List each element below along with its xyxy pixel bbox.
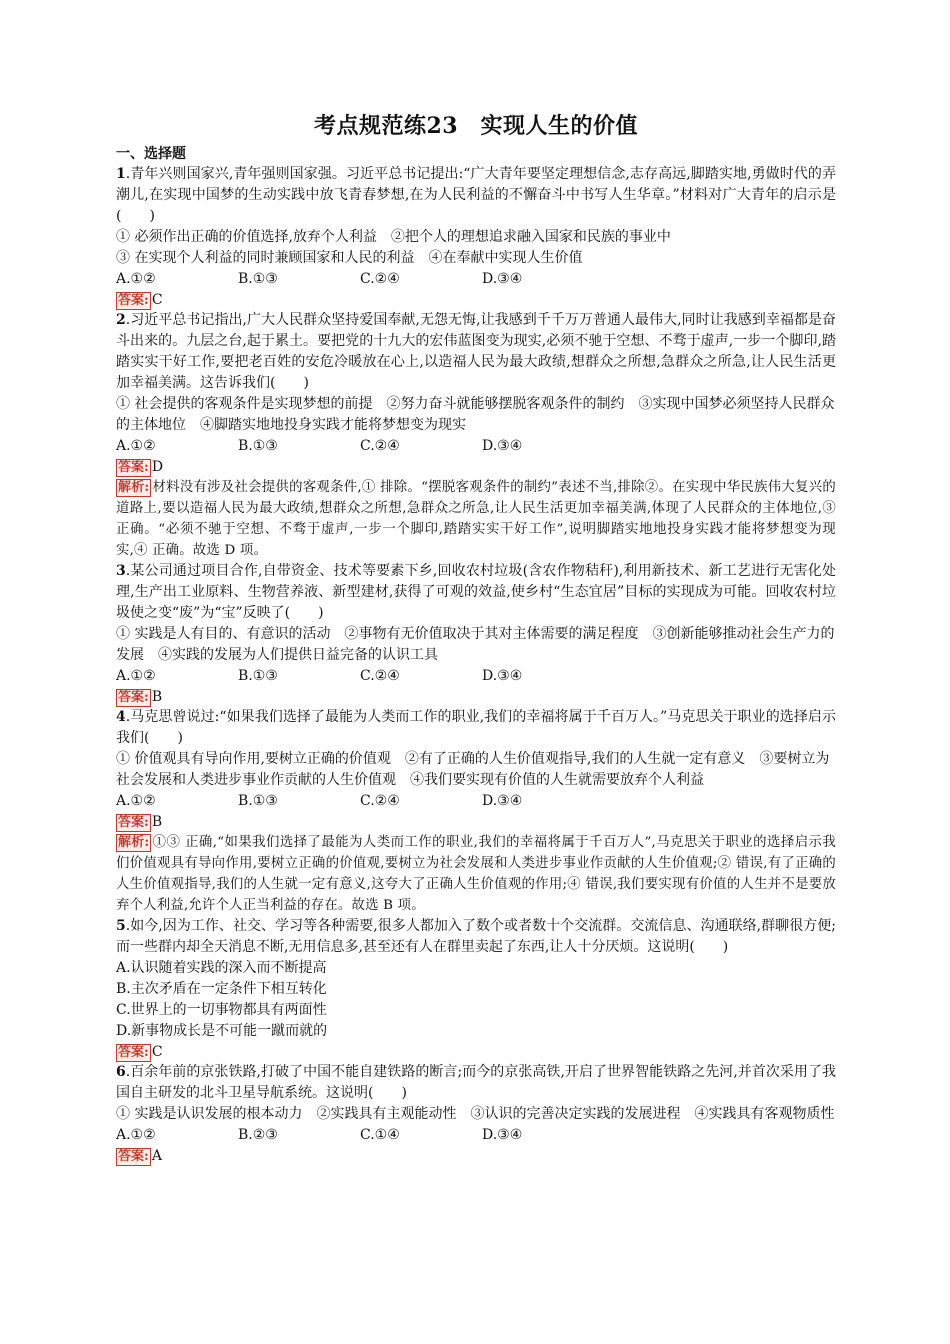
options-row — [116, 666, 836, 687]
answer-value: A — [151, 1148, 162, 1164]
answer-line — [116, 1042, 836, 1062]
question-stem — [116, 916, 836, 958]
statement-line: D.新事物成长是不可能一蹴而就的 — [116, 1023, 328, 1039]
analysis-tag: 解析: — [118, 480, 150, 495]
statement-line: B.主次矛盾在一定条件下相互转化 — [116, 981, 327, 997]
question-stem — [116, 707, 836, 749]
answer-line — [116, 1146, 836, 1166]
analysis-text: ①③ 正确,“如果我们选择了最能为人类而工作的职业,我们的幸福将属于千百万人”,马克思关于职业的选择启示我们价值观具有导向作用,要树立正确的价值观,要树立为社会发展和人类进步事业作贡献的人生价值观;② 错误,有了正确的人生价值观指导,我们的人生就一定有意义,这夸大了正确人生价值观的作用;④ 错误,我们要实现有价值的人生并不是要放弃个人利益,允许个人正当利益的存在。故选 B 项。 — [116, 835, 836, 913]
options-row — [116, 269, 836, 290]
option: B.①③ — [238, 668, 278, 684]
option: C.②④ — [360, 793, 400, 809]
answer-line — [116, 457, 836, 477]
option: C.②④ — [360, 271, 400, 287]
option: B.①③ — [238, 271, 278, 287]
option: D.③④ — [482, 668, 523, 684]
answer-tag: 答案: — [118, 293, 149, 308]
statement-line: ① 价值观具有导向作用,要树立正确的价值观 ②有了正确的人生价值观指导,我们的人生就一定有意义 ③要树立为社会发展和人类进步事业作贡献的人生价值观 ④我们要实现有价值的人生就需要放弃个人利益 — [116, 751, 830, 788]
question-text: .如今,因为工作、社交、学习等各种需要,很多人都加入了数个或者数十个交流群。交流信息、沟通联络,群聊很方便;而一些群内却全天消息不断,无用信息多,甚至还有人在群里卖起了东西,让人十分厌烦。这说明( ) — [116, 918, 836, 955]
answer-value: D — [151, 459, 164, 475]
statement-line: ① 必须作出正确的价值选择,放弃个人利益 ②把个人的理想追求融入国家和民族的事业中 — [116, 229, 671, 245]
page — [116, 112, 836, 1166]
question-stem — [116, 164, 836, 227]
answer-line — [116, 812, 836, 832]
analysis-paragraph — [116, 832, 836, 916]
answer-tag: 答案: — [118, 1045, 149, 1060]
option: D.③④ — [482, 1127, 523, 1143]
answer-tag: 答案: — [118, 690, 149, 705]
option: B.②③ — [238, 1127, 278, 1143]
options-row — [116, 791, 836, 812]
question-block — [116, 916, 836, 1062]
option: A.①② — [116, 668, 156, 684]
question-stem — [116, 561, 836, 624]
analysis-paragraph — [116, 477, 836, 561]
question-block — [116, 310, 836, 561]
page-title: 考点规范练23 实现人生的价值 — [313, 113, 639, 139]
question-text: .马克思曾说过:“如果我们选择了最能为人类而工作的职业,我们的幸福将属于千百万人。”马克思关于职业的选择启示我们( ) — [116, 709, 836, 746]
question-block — [116, 1062, 836, 1166]
answer-value: C — [151, 1044, 163, 1060]
statement-line: A.认识随着实践的深入而不断提高 — [116, 960, 327, 976]
options-row — [116, 436, 836, 457]
option: D.③④ — [482, 438, 523, 454]
question-number: 1 — [116, 166, 126, 182]
option: B.①③ — [238, 793, 278, 809]
question-number: 3 — [116, 563, 126, 579]
option: D.③④ — [482, 793, 523, 809]
option: A.①② — [116, 438, 156, 454]
statement-line: ③ 在实现个人利益的同时兼顾国家和人民的利益 ④在奉献中实现人生价值 — [116, 250, 583, 266]
option: C.②④ — [360, 668, 400, 684]
question-block — [116, 561, 836, 707]
statement-line: C.世界上的一切事物都具有两面性 — [116, 1002, 327, 1018]
option: A.①② — [116, 271, 156, 287]
answer-line — [116, 290, 836, 310]
option: B.①③ — [238, 438, 278, 454]
option: A.①② — [116, 793, 156, 809]
question-text: .百余年前的京张铁路,打破了中国不能自建铁路的断言;而今的京张高铁,开启了世界智能铁路之先河,并首次采用了我国自主研发的北斗卫星导航系统。这说明( ) — [116, 1064, 836, 1101]
analysis-text: 材料没有涉及社会提供的客观条件,① 排除。“摆脱客观条件的制约”表述不当,排除②。在实现中华民族伟大复兴的道路上,要以造福人民为最大政绩,想群众之所想,急群众之所急,让人民生活更加幸福美满,体现了人民群众的主体地位,③ 正确。“必须不驰于空想、不骛于虚声,一步一个脚印,踏踏实实干好工作”,说明脚踏实地地投身实践才能将梦想变为现实,④ 正确。故选 D 项。 — [116, 480, 836, 558]
question-text: .青年兴则国家兴,青年强则国家强。习近平总书记提出:“广大青年要坚定理想信念,志存高远,脚踏实地,勇做时代的弄潮儿,在实现中国梦的生动实践中放飞青春梦想,在为人民利益的不懈奋斗中书写人生华章。”材料对广大青年的启示是( ) — [116, 166, 836, 224]
answer-line — [116, 687, 836, 707]
answer-value: C — [151, 292, 163, 308]
question-number: 5 — [116, 918, 126, 934]
option: A.①② — [116, 1127, 156, 1143]
question-stem — [116, 310, 836, 394]
analysis-tag: 解析: — [118, 835, 150, 850]
option: C.①④ — [360, 1127, 400, 1143]
answer-tag: 答案: — [118, 460, 149, 475]
answer-tag: 答案: — [118, 815, 149, 830]
question-text: .某公司通过项目合作,自带资金、技术等要素下乡,回收农村垃圾(含农作物秸秆),利用新技术、新工艺进行无害化处理,生产出工业原料、生物营养液、新型建材,获得了可观的效益,使乡村“生态宜居”目标的实现成为可能。回收农村垃圾使之变“废”为“宝”反映了( ) — [116, 563, 836, 621]
statement-line: ① 实践是认识发展的根本动力 ②实践具有主观能动性 ③认识的完善决定实践的发展进程 ④实践具有客观物质性 — [116, 1106, 835, 1122]
question-number: 6 — [116, 1064, 126, 1080]
section-heading: 一、选择题 — [116, 146, 186, 162]
answer-value: B — [151, 689, 163, 705]
answer-value: B — [151, 814, 163, 830]
question-list — [116, 164, 836, 1166]
question-number: 4 — [116, 709, 126, 725]
answer-tag: 答案: — [118, 1149, 149, 1164]
statement-line: ① 社会提供的客观条件是实现梦想的前提 ②努力奋斗就能够摆脱客观条件的制约 ③实现中国梦必须坚持人民群众的主体地位 ④脚踏实地地投身实践才能将梦想变为现实 — [116, 396, 835, 433]
question-stem — [116, 1062, 836, 1104]
option: D.③④ — [482, 271, 523, 287]
options-row — [116, 1125, 836, 1146]
question-text: .习近平总书记指出,广大人民群众坚持爱国奉献,无怨无悔,让我感到千千万万普通人最伟大,同时让我感到幸福都是奋斗出来的。九层之台,起于累土。要把党的十九大的宏伟蓝图变为现实,必须不驰于空想、不骛于虚声,一步一个脚印,踏踏实实干好工作,要把老百姓的安危冷暖放在心上,以造福人民为最大政绩,想群众之所想,急群众之所急,让人民生活更加幸福美满。这告诉我们( ) — [116, 312, 836, 391]
statement-line: ① 实践是人有目的、有意识的活动 ②事物有无价值取决于其对主体需要的满足程度 ③创新能够推动社会生产力的发展 ④实践的发展为人们提供日益完备的认识工具 — [116, 626, 835, 663]
question-number: 2 — [116, 312, 126, 328]
question-block — [116, 164, 836, 310]
option: C.②④ — [360, 438, 400, 454]
question-block — [116, 707, 836, 916]
